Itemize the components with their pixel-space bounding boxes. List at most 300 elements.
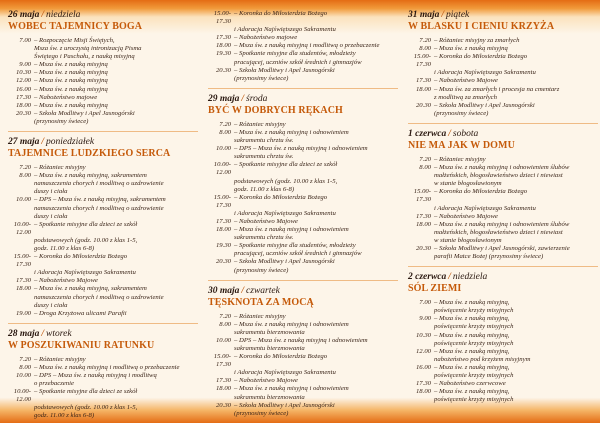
schedule-entry: [208, 250, 398, 258]
section-divider: [208, 88, 398, 89]
entry-time: 20.30: [415, 244, 431, 252]
schedule-entry: [208, 26, 398, 34]
schedule-entry: [8, 188, 198, 196]
entry-description: – Msza św. z nauką misyjną i odnowieniem: [234, 128, 349, 136]
schedule-entry: [208, 369, 398, 377]
day-section: [8, 10, 198, 126]
schedule-entry: [408, 356, 598, 364]
entry-description: poświęcenie krzyży misyjnych: [434, 339, 514, 347]
schedule-entry: [8, 364, 198, 372]
schedule-entry: [408, 253, 598, 261]
entry-description: (przynosimy świece): [234, 266, 289, 274]
schedule-entry: [208, 345, 398, 353]
schedule-entry: [208, 121, 398, 129]
schedule-entry: [408, 348, 598, 356]
schedule-entry: [8, 86, 198, 94]
entry-description: – Msza św. z nauką misyjną: [34, 77, 108, 85]
entry-description: w stanie błogosławionym: [434, 236, 502, 244]
day-date: 1 czerwca: [408, 128, 447, 139]
schedule-entry: [208, 34, 398, 42]
schedule-entry: [8, 285, 198, 293]
entry-description: – Msza św. z nauką misyjną: [34, 85, 108, 93]
entry-time: 10.00: [15, 196, 31, 204]
section-divider: [8, 323, 198, 324]
schedule-entry: [208, 210, 398, 218]
schedule-entry: [8, 172, 198, 180]
schedule-entry: [8, 196, 198, 204]
schedule-entry: [208, 186, 398, 194]
entry-description: – Msza św. z nauką misyjną i odnowieniem ślubów: [434, 220, 570, 228]
entry-description: – Koronka do Miłosierdzia Bożego: [434, 53, 528, 61]
entry-description: Świętego i Paschału, z nauką misyjną: [34, 53, 135, 61]
schedule-entry: [8, 102, 198, 110]
entry-description: – Szkoła Modlitwy i Apel Jasnogórski: [234, 258, 335, 266]
schedule-entry: [208, 321, 398, 329]
entry-description: – Msza św. z nauką misyjną i modlitwą o przebaczenie: [34, 363, 180, 371]
entry-description: sakramentu bierzmowania: [234, 345, 305, 352]
entry-description: podstawowych (godz. 10.00 z klas 1-5,: [34, 404, 138, 412]
entry-description: – Różaniec misyjny: [34, 355, 86, 363]
day-date: 28 maja: [8, 328, 40, 339]
entry-description: – Msza św. z nauką misyjną i odnowieniem ślubów: [434, 164, 570, 172]
entry-description: – Nabożeństwo Majowe: [234, 217, 298, 225]
entry-description: poświęcenie krzyży misyjnych: [434, 323, 514, 331]
day-heading: [408, 272, 598, 283]
schedule-entry: [8, 69, 198, 77]
entry-description: – Droga Krzyżowa ulicami Parafii: [34, 309, 127, 317]
entry-time: 10.30: [415, 331, 431, 339]
entry-time: 20.30: [215, 258, 231, 266]
schedule-entry: [8, 118, 198, 126]
day-date: 30 maja: [208, 285, 240, 296]
schedule-entry: [8, 380, 198, 388]
schedule-entry: [208, 59, 398, 67]
entry-time: 17.30: [215, 217, 231, 225]
schedule-entry: [408, 332, 598, 340]
entry-description: – Koronka do Miłosierdzia Bożego: [234, 10, 328, 17]
entry-time: 8.00: [19, 172, 31, 180]
entry-time: 7.00: [419, 299, 431, 307]
entry-description: i Adoracja Najświętszego Sakramentu: [234, 369, 336, 377]
day-theme: SÓL ZIEMI: [408, 283, 462, 295]
entry-time: 19.00: [15, 309, 31, 317]
schedule-entry: [8, 277, 198, 285]
entry-time: 15.00-17.30: [13, 253, 31, 269]
entry-description: – Szkoła Modlitwy i Apel Jasnogórski: [234, 66, 335, 74]
day-weekday: sobota: [452, 128, 479, 139]
entry-description: – Msza św. z nauką misyjną i odnowieniem: [234, 320, 349, 328]
schedule-entry: [408, 307, 598, 315]
schedule-entry: [208, 267, 398, 275]
entry-time: 19.30: [215, 242, 231, 250]
schedule-entry: [8, 237, 198, 245]
schedule-entry: [208, 410, 398, 418]
schedule-entry: [208, 10, 398, 26]
schedule-entry: [8, 302, 198, 310]
schedule-entry: [8, 45, 198, 53]
schedule-entry: [8, 412, 198, 420]
day-heading: [408, 10, 598, 21]
day-heading: [8, 10, 198, 21]
entry-time: 15.00-17.30: [213, 353, 231, 369]
entry-description: – Msza św. z nauką misyjną: [34, 69, 108, 77]
schedule-entry: [208, 129, 398, 137]
schedule-entry: [8, 110, 198, 118]
schedule-entry: [408, 229, 598, 237]
date-separator: /: [448, 128, 451, 139]
schedule-entry: [408, 364, 598, 372]
schedule-entry: [408, 53, 598, 69]
entry-description: (przynosimy świece): [34, 117, 89, 125]
entry-time: 7.20: [19, 164, 31, 172]
entry-time: 18.00: [415, 220, 431, 228]
entry-description: parafii Matce Bożej (przynosimy świece): [434, 253, 544, 261]
entry-time: 18.00: [215, 385, 231, 393]
schedule-entry: [408, 110, 598, 118]
entry-description: – Spotkanie misyjne dla studentów, młodzieży: [234, 50, 356, 58]
schedule-column-1: [8, 10, 198, 420]
entry-time: 9.00: [419, 315, 431, 323]
entry-description: sakramentu chrztu św.: [234, 137, 294, 145]
entry-description: godz. 11.00 z klas 6-8): [234, 185, 295, 193]
day-heading: [208, 94, 398, 105]
entry-description: – Różaniec misyjny: [34, 164, 86, 172]
entry-description: – Różaniec misyjny: [234, 120, 286, 128]
entry-time: 10.00-12.00: [13, 220, 31, 236]
schedule-entry: [208, 258, 398, 266]
entry-time: 10.00-12.00: [13, 388, 31, 404]
schedule-entry: [8, 180, 198, 188]
entry-time: 17.30: [415, 212, 431, 220]
entry-time: 7.20: [219, 120, 231, 128]
entry-description: duszy i ciała: [34, 212, 68, 220]
entry-description: – Msza św. z nauką misyjną: [34, 61, 108, 69]
schedule-column-2: [208, 10, 398, 417]
schedule-entry: [408, 102, 598, 110]
day-section: [8, 329, 198, 421]
entry-description: – Nabożeństwo Majowe: [234, 377, 298, 385]
entry-time: 8.00: [419, 45, 431, 53]
schedule-entry: [208, 50, 398, 58]
schedule-entry: [408, 299, 598, 307]
schedule-entry: [8, 205, 198, 213]
entry-description: – Nabożeństwo czerwcowe: [434, 380, 506, 388]
schedule-entry: [408, 156, 598, 164]
entry-time: 10.00: [215, 336, 231, 344]
entry-time: 17.30: [15, 93, 31, 101]
entry-description: – Msza św. z nauką misyjną,: [434, 299, 510, 307]
entry-description: – DPS – Msza św. z nauką misyjną i modlitwą: [34, 372, 157, 379]
entry-description: – Różaniec misyjny za zmarłych: [434, 37, 520, 44]
entry-time: 12.00: [415, 347, 431, 355]
schedule-entry: [208, 67, 398, 75]
day-theme: W POSZUKIWANIU RATUNKU: [8, 339, 155, 351]
schedule-entry: [408, 237, 598, 245]
date-separator: /: [241, 93, 245, 104]
entry-description: – Msza św. z nauką misyjną,: [434, 315, 510, 323]
entry-time: 17.30: [215, 377, 231, 385]
schedule-entry: [208, 313, 398, 321]
entry-description: – Msza św. z nauką misyjną, sakramentem: [34, 172, 147, 180]
entry-description: pracującej, uczniów szkół średnich i gimnazjów: [234, 250, 362, 258]
schedule-entry: [8, 221, 198, 237]
entry-description: – Koronka do Miłosierdzia Bożego: [234, 193, 328, 201]
schedule-entry: [208, 153, 398, 161]
schedule-entry: [8, 294, 198, 302]
schedule-entry: [8, 356, 198, 364]
entry-description: Msza św. z uroczystą intronizacją Pisma: [34, 45, 142, 53]
entry-description: – Msza św. z nauką misyjną i odnowieniem: [234, 385, 349, 393]
entry-description: – Msza św. z nauką misyjną,: [434, 363, 510, 371]
entry-time: 7.20: [219, 312, 231, 320]
day-heading: [8, 137, 198, 148]
day-section: [408, 129, 598, 261]
entry-description: – Spotkanie misyjne dla dzieci ze szkół: [34, 220, 138, 228]
date-separator: /: [41, 328, 45, 339]
schedule-column-3: [408, 10, 598, 410]
schedule-entry: [8, 372, 198, 380]
entry-time: 17.30: [415, 380, 431, 388]
entry-time: 7.20: [19, 355, 31, 363]
entry-time: 10.00: [15, 372, 31, 379]
entry-description: poświęcenie krzyży misyjnych: [434, 372, 514, 379]
schedule-entry: [408, 213, 598, 221]
entry-description: pracującej, uczniów szkół średnich i gimnazjów: [234, 58, 362, 66]
schedule-entry: [208, 137, 398, 145]
entry-description: podstawowych (godz. 10.00 z klas 1-5,: [34, 236, 138, 244]
schedule-entry: [208, 161, 398, 177]
schedule-entry: [8, 61, 198, 69]
entry-time: 8.00: [219, 128, 231, 136]
entry-description: z modlitwą za zmarłych: [434, 93, 497, 101]
entry-time: 17.30: [15, 277, 31, 285]
schedule-entry: [208, 42, 398, 50]
schedule-entry: [208, 329, 398, 337]
schedule-entry: [8, 310, 198, 318]
entry-description: – Nabożeństwo majowe: [34, 93, 98, 101]
day-section: [8, 137, 198, 318]
date-separator: /: [41, 10, 45, 20]
day-heading: [8, 329, 198, 340]
schedule-entry: [8, 404, 198, 412]
entry-description: – Nabożeństwo Majowe: [434, 77, 498, 85]
entry-time: 10.00-12.00: [213, 161, 231, 177]
entry-description: – Msza św. z nauką misyjną, sakramentem: [34, 285, 147, 293]
entry-description: namaszczenia chorych i modlitwą o uzdrowienie: [34, 204, 164, 212]
date-separator: /: [441, 10, 445, 20]
entry-time: 8.00: [19, 363, 31, 371]
entry-time: 15.00-17.30: [213, 193, 231, 209]
day-weekday: wtorek: [46, 328, 72, 339]
schedule-entry: [408, 396, 598, 404]
entry-description: – Nabożeństwo Majowe: [434, 212, 498, 220]
entry-description: namaszczenia chorych i modlitwą o uzdrowienie: [34, 293, 164, 301]
day-theme: WOBEC TAJEMNICY BOGA: [8, 21, 143, 32]
schedule-entry: [208, 75, 398, 83]
entry-time: 18.00: [415, 85, 431, 93]
entry-description: (przynosimy świece): [434, 109, 489, 117]
entry-description: i Adoracja Najświętszego Sakramentu: [434, 69, 536, 77]
day-theme: NIE MA JAK W DOMU: [408, 139, 515, 151]
entry-description: nabożeństwo pod krzyżem misyjnym: [434, 355, 531, 363]
date-separator: /: [41, 137, 45, 148]
day-weekday: niedziela: [46, 10, 81, 20]
schedule-entry: [8, 37, 198, 45]
entry-time: 20.30: [415, 101, 431, 109]
entry-description: poświęcenie krzyży misyjnych: [434, 307, 514, 315]
schedule-entry: [408, 77, 598, 85]
schedule-entry: [408, 172, 598, 180]
schedule-entry: [208, 194, 398, 210]
day-theme: BYĆ W DOBRYCH RĘKACH: [208, 104, 343, 116]
schedule-entry: [8, 94, 198, 102]
day-date: 29 maja: [208, 93, 240, 104]
schedule-entry: [208, 394, 398, 402]
entry-description: – Msza św. z nauką misyjną: [434, 45, 508, 53]
entry-time: 10.00: [215, 145, 231, 153]
day-date: 2 czerwca: [408, 272, 447, 283]
entry-description: małżeńskich, błogosławieństwo dzieci i niewiast: [434, 172, 563, 180]
entry-description: – Msza św. za zmarłych i procesja na cmentarz: [434, 85, 560, 93]
entry-description: – Msza św. z nauką misyjną i modlitwą o przebaczenie: [234, 42, 380, 50]
day-date: 27 maja: [8, 137, 40, 148]
day-date: 26 maja: [8, 10, 40, 20]
entry-description: – Msza św. z nauką misyjną,: [434, 331, 510, 339]
entry-time: 16.00: [15, 85, 31, 93]
entry-time: 18.00: [215, 226, 231, 234]
day-weekday: piątek: [446, 10, 470, 20]
schedule-entry: [408, 380, 598, 388]
entry-time: 15.00-17.30: [413, 53, 431, 69]
entry-description: godz. 11.00 z klas 6-8): [34, 244, 95, 252]
schedule-entry: [408, 37, 598, 45]
entry-time: 9.00: [19, 61, 31, 69]
schedule-entry: [8, 253, 198, 269]
schedule-entry: [408, 164, 598, 172]
entry-description: sakramentu chrztu św.: [234, 153, 294, 161]
entry-description: – Koronka do Miłosierdzia Bożego: [34, 253, 128, 261]
schedule-entry: [208, 218, 398, 226]
day-weekday: poniedziałek: [46, 137, 95, 148]
entry-description: – Msza św. z nauką misyjną: [34, 101, 108, 109]
section-divider: [8, 131, 198, 132]
entry-time: 16.00: [415, 363, 431, 371]
entry-description: – Spotkanie misyjne dla studentów, młodzieży: [234, 242, 356, 250]
entry-description: – Spotkanie misyjne dla dzieci ze szkół: [234, 161, 338, 169]
entry-time: 18.00: [15, 285, 31, 293]
day-theme: W BLASKU I CIENIU KRZYŻA: [408, 21, 555, 32]
schedule-entry: [208, 145, 398, 153]
entry-description: – DPS – Msza św. z nauką misyjną i odnowieniem: [234, 145, 368, 153]
entry-time: 15.00-17.30: [413, 188, 431, 204]
entry-description: – Szkoła Modlitwy i Apel Jasnogórski, zawierzenie: [434, 244, 570, 252]
entry-description: namaszczenia chorych i modlitwą o uzdrowienie: [34, 180, 164, 188]
day-section: [408, 272, 598, 404]
entry-time: 7.20: [419, 155, 431, 163]
day-date: 31 maja: [408, 10, 440, 20]
entry-description: duszy i ciała: [34, 301, 68, 309]
schedule-entry: [408, 315, 598, 323]
day-weekday: czwartek: [246, 285, 280, 296]
entry-description: – Różaniec misyjny: [434, 155, 486, 163]
entry-description: i Adoracja Najświętszego Sakramentu: [434, 204, 536, 212]
schedule-entry: [8, 388, 198, 404]
schedule-entry: [208, 385, 398, 393]
entry-time: 20.30: [215, 66, 231, 74]
entry-description: – Msza św. z nauką misyjną,: [434, 347, 510, 355]
schedule-entry: [408, 86, 598, 94]
entry-description: – Nabożeństwo majowe: [234, 34, 298, 42]
schedule-entry: [408, 323, 598, 331]
entry-description: sakramentu bierzmowania: [234, 393, 305, 401]
entry-time: 20.30: [15, 109, 31, 117]
entry-time: 18.00: [15, 101, 31, 109]
entry-description: – Rozpoczęcie Misji Świętych,: [34, 37, 115, 44]
entry-time: 20.30: [215, 401, 231, 409]
schedule-entry: [208, 234, 398, 242]
section-divider: [208, 280, 398, 281]
entry-description: duszy i ciała: [34, 188, 68, 196]
entry-time: 18.00: [415, 388, 431, 396]
day-section: [208, 286, 398, 418]
day-weekday: niedziela: [452, 272, 488, 283]
entry-description: i Adoracja Najświętszego Sakramentu: [234, 26, 336, 34]
schedule-entry: [208, 226, 398, 234]
schedule-entry: [208, 353, 398, 369]
schedule-entry: [208, 402, 398, 410]
entry-description: podstawowych (godz. 10.00 z klas 1-5,: [234, 177, 338, 185]
schedule-entry: [408, 69, 598, 77]
entry-time: 18.00: [215, 42, 231, 50]
schedule-entry: [408, 94, 598, 102]
schedule-entry: [8, 245, 198, 253]
entry-description: sakramentu bierzmowania: [234, 328, 305, 336]
schedule-entry: [408, 188, 598, 204]
entry-time: 17.30: [415, 77, 431, 85]
schedule-entry: [408, 180, 598, 188]
day-theme: TĘSKNOTA ZA MOCĄ: [208, 296, 314, 308]
day-section: [208, 10, 398, 83]
schedule-entry: [8, 164, 198, 172]
entry-time: 12.00: [15, 77, 31, 85]
section-divider: [408, 123, 598, 124]
date-separator: /: [241, 285, 245, 296]
entry-time: 17.30: [215, 34, 231, 42]
schedule-entry: [208, 377, 398, 385]
entry-description: (przynosimy świece): [234, 409, 289, 417]
entry-description: (przynosimy świece): [234, 74, 289, 82]
entry-description: – DPS – Msza św. z nauką misyjną i odnowieniem: [234, 336, 368, 344]
entry-description: – Koronka do Miłosierdzia Bożego: [234, 353, 328, 361]
entry-description: – Szkoła Modlitwy i Apel Jasnogórski: [34, 109, 135, 117]
entry-time: 8.00: [419, 164, 431, 172]
schedule-entry: [208, 178, 398, 186]
entry-description: o przebaczenie: [34, 380, 74, 388]
entry-description: małżeńskich, błogosławieństwo dzieci i niewiast: [434, 228, 563, 236]
entry-description: godz. 11.00 z klas 6-8): [34, 412, 95, 420]
entry-description: sakramentu chrztu św.: [234, 234, 294, 242]
entry-description: – Nabożeństwo Majowe: [34, 277, 98, 285]
entry-description: – DPS – Msza św. z nauką misyjną, sakramentem: [34, 196, 166, 204]
entry-description: – Koronka do Miłosierdzia Bożego: [434, 188, 528, 196]
schedule-entry: [408, 388, 598, 396]
schedule-entry: [208, 337, 398, 345]
entry-description: i Adoracja Najświętszego Sakramentu: [34, 269, 136, 277]
entry-description: – Szkoła Modlitwy i Apel Jasnogórski: [434, 101, 535, 109]
schedule-entry: [408, 221, 598, 229]
entry-time: 7.20: [419, 37, 431, 44]
day-section: [408, 10, 598, 118]
